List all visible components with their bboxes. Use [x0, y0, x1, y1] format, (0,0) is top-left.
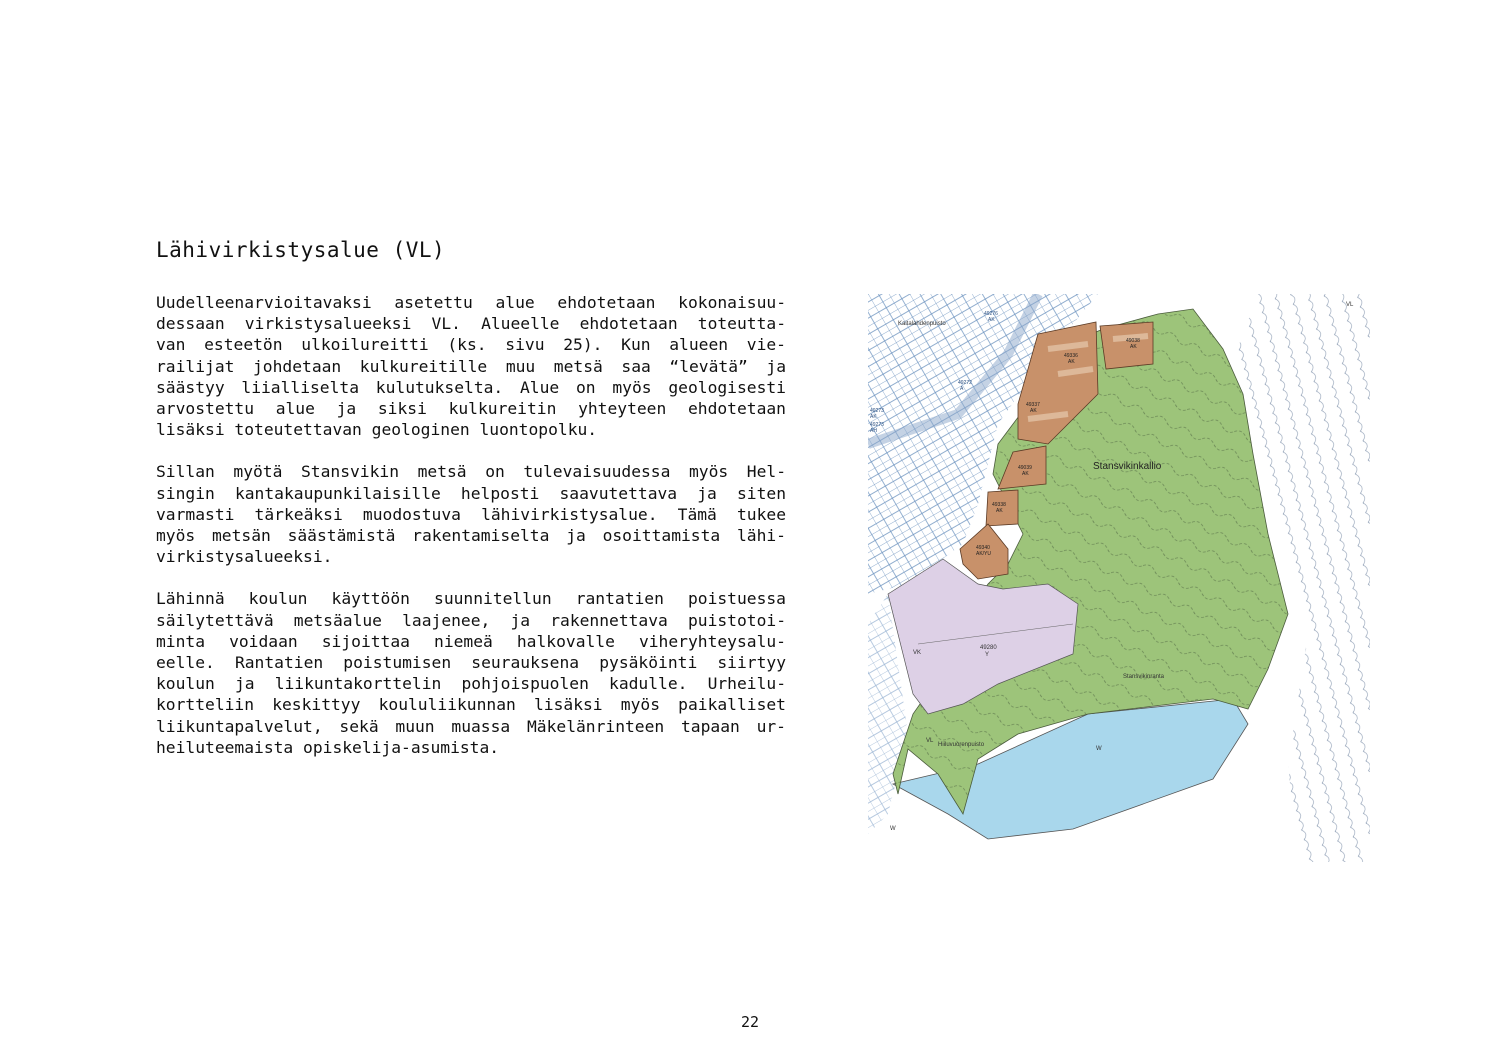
text-line: Uudelleenarvioitavaksi asetettu alue ehdotetaan kokonaisuu-	[156, 293, 786, 312]
res-block-number: 49039	[1018, 465, 1032, 471]
city-block-code: AK	[870, 414, 877, 420]
school-block-number: 49280	[980, 645, 997, 651]
res-block-number: 49340	[976, 545, 990, 551]
text-line: myös metsän säästämistä rakentamiselta ja osoittamista lähi-	[156, 526, 786, 546]
paragraph-3	[156, 588, 786, 758]
park-south-label: Hiiluvuorenpuisto	[938, 742, 985, 748]
city-block-number: 49276	[984, 311, 998, 317]
res-block-number: 49038	[1126, 338, 1140, 344]
text-line: säästyy liialliselta kulutukselta. Alue on myös geologisesti	[156, 377, 786, 397]
paragraph-2	[156, 461, 786, 567]
vl-label-south: VL	[926, 738, 934, 744]
zoning-map	[868, 294, 1370, 862]
text-line: eelle. Rantatien poistumisen seurauksena pysäköinti siirtyy	[156, 653, 786, 673]
text-line: van esteetön ulkoilureitti (ks. sivu 25). Kun alueen vie-	[156, 335, 786, 355]
city-block-number: 49273	[870, 422, 884, 428]
body-text	[156, 292, 786, 779]
shore-label: Stansvikinranta	[1123, 674, 1165, 680]
text-line: liikuntapalvelut, sekä muun muassa Mäkelänrinteen tapaan ur-	[156, 716, 786, 736]
water-label-west: W	[890, 826, 896, 832]
page-number: 22	[740, 1013, 760, 1031]
res-block-code: AK	[1130, 344, 1137, 350]
text-line: railijat johdetaan kulkureitille muu metsä saa “levätä” ja	[156, 356, 786, 376]
text-line: säilytettävä metsäalue laajenee, ja rakennettava puistotoi-	[156, 610, 786, 630]
paragraph-1	[156, 292, 786, 440]
text-line: varmasti tärkeäksi muodostuva lähivirkistysalue. Tämä tukee	[156, 504, 786, 524]
res-block-number: 49338	[992, 502, 1006, 508]
city-block-number: 49272	[958, 380, 972, 386]
res-block-code: AK	[1030, 408, 1037, 414]
text-line: Lähinnä koulun käyttöön suunnitellun rantatien poistuessa	[156, 589, 786, 609]
text-line: arvostettu alue ja siksi kulkureitin yhteyteen ehdotetaan	[156, 399, 786, 419]
text-line: minta voidaan sijoittaa niemeä halkovalle viheryhteysalu-	[156, 631, 786, 651]
text-line: dessaan virkistysalueeksi VL. Alueelle ehdotetaan toteutta-	[156, 314, 786, 334]
school-block-code: Y	[985, 652, 990, 658]
water-label: W	[1096, 746, 1102, 752]
res-block-code: AK	[1022, 471, 1029, 477]
city-block-code: AK	[988, 317, 995, 323]
text-line: kortteliin keskittyy koululiikunnan lisäksi myös paikalliset	[156, 695, 786, 715]
text-line: virkistysalueeksi.	[156, 547, 333, 567]
res-block-number: 49336	[1064, 353, 1078, 359]
vk-label: VK	[913, 650, 922, 656]
section-heading: Lähivirkistysalue (VL)	[156, 238, 446, 262]
city-block-code: AH	[870, 428, 877, 434]
res-block-code: AK	[996, 508, 1003, 514]
city-block-code: A	[960, 386, 964, 392]
city-block-number: 49273	[870, 408, 884, 414]
text-line: Sillan myötä Stansvikin metsä on tulevaisuudessa myös Hel-	[156, 462, 786, 482]
vl-label-top: VL	[1346, 302, 1354, 308]
res-block-number: 49337	[1026, 402, 1040, 408]
forest-label: Stansvikinkallio	[1093, 461, 1162, 472]
text-line: heiluteemaista opiskelija-asumista.	[156, 737, 500, 757]
park-north-label: Kaitalahdenpuisto	[898, 321, 946, 327]
text-line: lisäksi toteutettavan geologinen luontopolku.	[156, 420, 598, 440]
res-block-code: AK	[1068, 359, 1075, 365]
res-block-code: AK/YU	[976, 551, 992, 557]
zoning-map-svg	[868, 294, 1370, 862]
text-line: singin kantakaupunkilaisille helposti saavutettava ja siten	[156, 483, 786, 503]
text-line: koulun ja liikuntakorttelin pohjoispuolen kadulle. Urheilu-	[156, 674, 786, 694]
residential-block	[1100, 322, 1153, 369]
